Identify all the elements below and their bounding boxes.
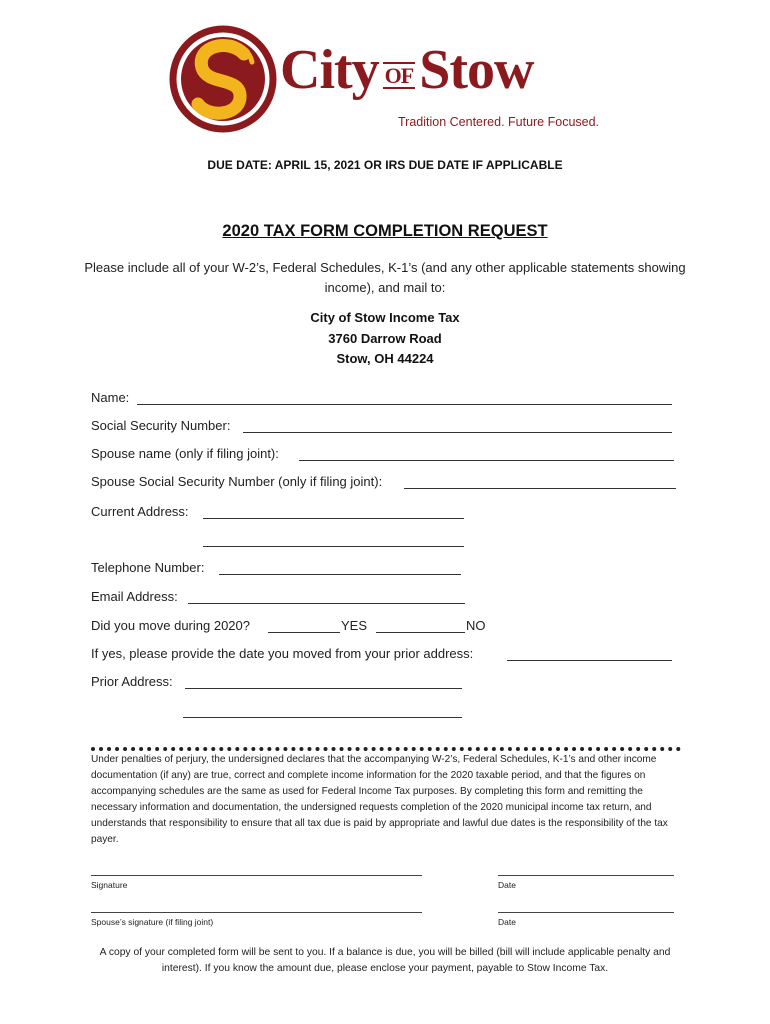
mailing-address-line1: City of Stow Income Tax: [310, 310, 460, 325]
moved-no-field[interactable]: [376, 632, 465, 633]
prior-address-field-line1[interactable]: [185, 688, 462, 689]
moved-yes-field[interactable]: [268, 632, 340, 633]
move-date-field[interactable]: [507, 660, 672, 661]
perjury-statement: Under penalties of perjury, the undersigned declares that the accompanying W-2’s, Federal Schedules, K-1’s and other income documentation (if any) are true, correct and complete income information for the 2020 taxable period, and that the figures on accompanying schedules are the same as used for Federal Income Tax purposes. By completing this form and remitting the necessary information and documentation, the undersigned requests completion of the 2020 municipal income tax return, and understands that responsibility to ensure that all tax due is paid by appropriate and lawful due dates is the responsibility of the tax payer.: [91, 754, 668, 845]
spouse-name-label: Spouse name (only if filing joint):: [91, 446, 279, 461]
spouse-signature-date-field[interactable]: [498, 912, 674, 913]
signature-field[interactable]: [91, 875, 422, 876]
moved-question-label: Did you move during 2020?: [91, 618, 250, 633]
signature-label: Signature: [91, 880, 128, 890]
email-label: Email Address:: [91, 589, 178, 604]
telephone-label: Telephone Number:: [91, 560, 205, 575]
moved-yes-label: YES: [341, 618, 368, 633]
prior-address-label: Prior Address:: [91, 674, 173, 689]
mailing-address-line2: 3760 Darrow Road: [328, 330, 442, 346]
name-label: Name:: [91, 390, 130, 405]
prior-address-field-line2[interactable]: [183, 717, 462, 718]
city-tagline: Tradition Centered. Future Focused.: [398, 115, 600, 129]
spouse-ssn-field[interactable]: [404, 488, 676, 489]
email-field[interactable]: [188, 603, 465, 604]
spouse-ssn-label: Spouse Social Security Number (only if filing joint):: [91, 474, 383, 489]
ssn-field[interactable]: [243, 432, 672, 433]
current-address-field-line1[interactable]: [203, 518, 464, 519]
mailing-address: [0, 308, 770, 370]
spouse-name-field[interactable]: [299, 460, 674, 461]
ssn-label: Social Security Number:: [91, 418, 231, 433]
due-date: DUE DATE: APRIL 15, 2021 OR IRS DUE DATE IF APPLICABLE: [207, 158, 563, 172]
footer-note: A copy of your completed form will be sent to you. If a balance is due, you will be billed (bill will include applicable penalty and interest). If you know the amount due, please enclose your payment, payable to Stow Income Tax.: [99, 947, 671, 974]
name-field[interactable]: [137, 404, 672, 405]
instructions: Please include all of your W-2’s, Federal Schedules, K-1’s (and any other applicable statements showing income), and mail to:: [84, 260, 686, 295]
city-emblem-icon: [168, 24, 278, 134]
city-wordmark: City OF Stow: [280, 39, 534, 101]
spouse-signature-label: Spouse’s signature (if filing joint): [91, 917, 214, 927]
move-date-label: If yes, please provide the date you moved from your prior address:: [91, 646, 474, 661]
spouse-signature-field[interactable]: [91, 912, 422, 913]
telephone-field[interactable]: [219, 574, 461, 575]
signature-date-label: Date: [498, 880, 516, 890]
spouse-signature-date-label: Date: [498, 917, 516, 927]
moved-no-label: NO: [466, 618, 486, 633]
dotted-divider: [91, 747, 681, 751]
city-logo: [168, 24, 608, 134]
current-address-label: Current Address:: [91, 504, 189, 519]
mailing-address-line3: Stow, OH 44224: [336, 351, 434, 366]
form-title: 2020 TAX FORM COMPLETION REQUEST: [222, 222, 548, 240]
current-address-field-line2[interactable]: [203, 546, 464, 547]
signature-date-field[interactable]: [498, 875, 674, 876]
